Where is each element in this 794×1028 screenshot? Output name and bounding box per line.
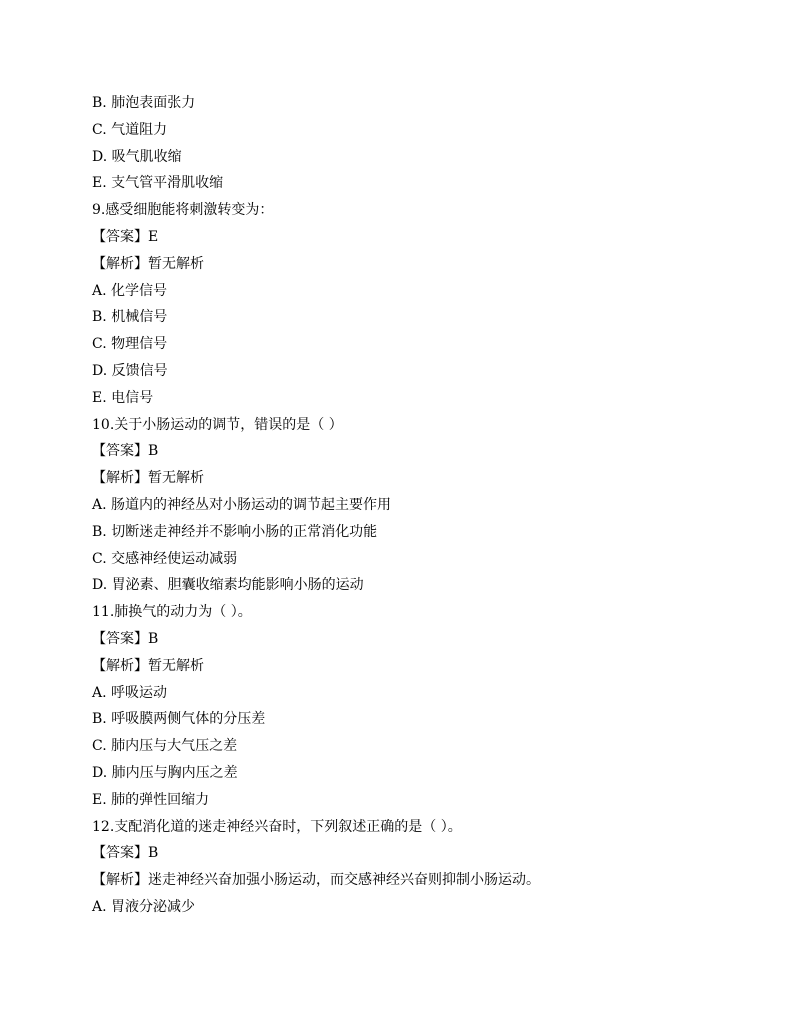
answer-line: 【答案】B	[92, 443, 159, 460]
option-line: D. 反馈信号	[92, 362, 168, 379]
option-line: C. 气道阻力	[92, 121, 168, 138]
option-line: B. 机械信号	[92, 309, 168, 326]
document-body	[92, 90, 732, 921]
analysis-line: 【解析】暂无解析	[92, 470, 204, 487]
option-line: C. 物理信号	[92, 336, 168, 353]
option-line: D. 肺内压与胸内压之差	[92, 764, 238, 781]
analysis-line: 【解析】迷走神经兴奋加强小肠运动，而交感神经兴奋则抑制小肠运动。	[92, 872, 540, 889]
option-line: A. 胃液分泌减少	[92, 898, 196, 915]
question-line: 10.关于小肠运动的调节，错误的是（ ）	[92, 416, 343, 433]
option-line: E. 电信号	[92, 389, 154, 406]
option-line: B. 肺泡表面张力	[92, 95, 196, 111]
answer-line: 【答案】B	[92, 845, 159, 862]
option-line: D. 吸气肌收缩	[92, 148, 182, 165]
question-line: 12.支配消化道的迷走神经兴奋时，下列叙述正确的是（ ）。	[92, 818, 462, 835]
option-line: B. 切断迷走神经并不影响小肠的正常消化功能	[92, 523, 378, 540]
analysis-line: 【解析】暂无解析	[92, 657, 204, 674]
analysis-line: 【解析】暂无解析	[92, 255, 204, 272]
option-line: E. 支气管平滑肌收缩	[92, 175, 224, 192]
option-line: A. 肠道内的神经丛对小肠运动的调节起主要作用	[92, 496, 392, 513]
option-line: C. 交感神经使运动减弱	[92, 550, 238, 567]
option-line: C. 肺内压与大气压之差	[92, 738, 238, 755]
question-line: 11.肺换气的动力为（ ）。	[92, 604, 252, 621]
option-line: A. 呼吸运动	[92, 684, 168, 701]
option-line: D. 胃泌素、胆囊收缩素均能影响小肠的运动	[92, 577, 364, 594]
answer-line: 【答案】E	[92, 228, 159, 245]
option-line: A. 化学信号	[92, 282, 168, 299]
question-line: 9.感受细胞能将刺激转变为：	[92, 202, 274, 219]
option-line: E. 肺的弹性回缩力	[92, 791, 210, 808]
option-line: B. 呼吸膜两侧气体的分压差	[92, 711, 266, 728]
answer-line: 【答案】B	[92, 630, 159, 647]
